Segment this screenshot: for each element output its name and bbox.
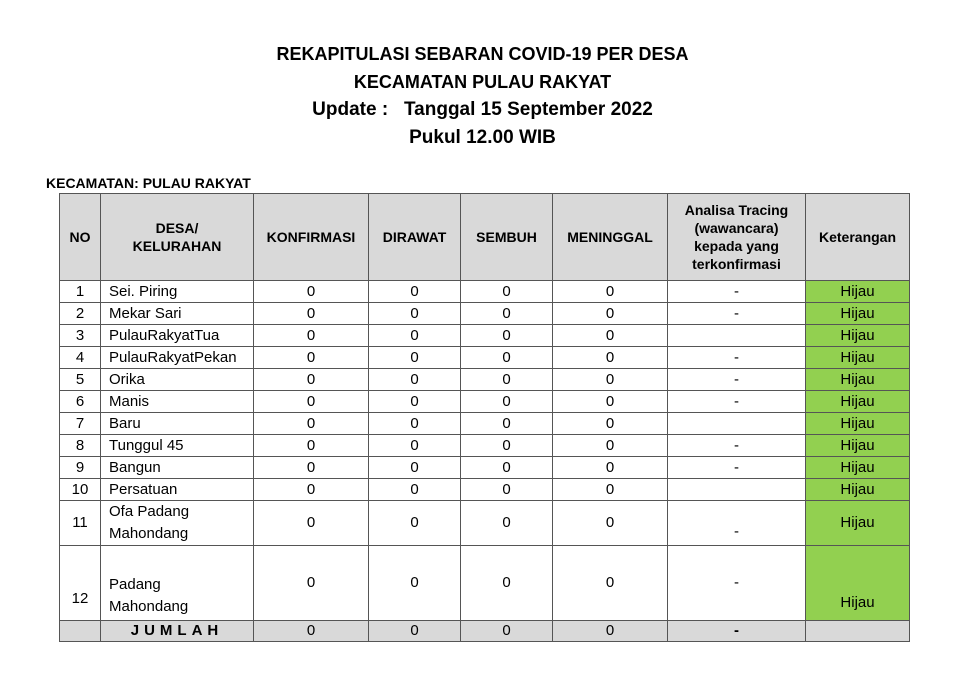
table-header-row: [60, 194, 910, 281]
cell-dirawat: 0: [369, 303, 461, 325]
col-analisa-line2: (wawancara): [694, 220, 779, 236]
cell-desa: PulauRakyatTua: [101, 325, 254, 347]
cell-analisa: -: [668, 435, 806, 457]
cell-keterangan: Hijau: [806, 303, 910, 325]
table-row: [60, 391, 910, 413]
cell-konfirmasi: 0: [254, 501, 369, 546]
cell-dirawat: 0: [369, 413, 461, 435]
total-meninggal: 0: [553, 621, 668, 642]
cell-no: 3: [60, 325, 101, 347]
cell-no: 8: [60, 435, 101, 457]
cell-desa-line2: Mahondang: [109, 598, 189, 615]
cell-sembuh: 0: [461, 391, 553, 413]
cell-konfirmasi: 0: [254, 413, 369, 435]
col-analisa-line3: kepada yang: [694, 238, 779, 254]
cell-konfirmasi: 0: [254, 347, 369, 369]
cell-konfirmasi: 0: [254, 435, 369, 457]
cell-meninggal: 0: [553, 347, 668, 369]
cell-meninggal: 0: [553, 457, 668, 479]
cell-analisa: -: [668, 391, 806, 413]
report-subtitle-kecamatan: KECAMATAN PULAU RAKYAT: [353, 72, 612, 92]
cell-keterangan: Hijau: [806, 413, 910, 435]
cell-konfirmasi: 0: [254, 391, 369, 413]
kecamatan-label: KECAMATAN: PULAU RAKYAT: [46, 175, 251, 191]
cell-no: 9: [60, 457, 101, 479]
cell-desa: Baru: [101, 413, 254, 435]
col-desa-line2: KELURAHAN: [132, 238, 222, 254]
table-row: [60, 281, 910, 303]
table-row: [60, 325, 910, 347]
cell-konfirmasi: 0: [254, 281, 369, 303]
col-meninggal: MENINGGAL: [553, 194, 668, 281]
cell-sembuh: 0: [461, 303, 553, 325]
cell-no: 2: [60, 303, 101, 325]
total-dirawat: 0: [369, 621, 461, 642]
update-date: Update : Tanggal 15 September 2022: [312, 99, 653, 120]
cell-no: 12: [60, 546, 101, 621]
cell-desa: Orika: [101, 369, 254, 391]
table-row: [60, 369, 910, 391]
col-desa-line1: DESA/: [155, 220, 199, 236]
cell-konfirmasi: 0: [254, 303, 369, 325]
cell-analisa: -: [668, 501, 806, 546]
total-row: [60, 621, 910, 642]
cell-sembuh: 0: [461, 347, 553, 369]
cell-keterangan: Hijau: [806, 325, 910, 347]
cell-meninggal: 0: [553, 391, 668, 413]
table-row: [60, 457, 910, 479]
cell-meninggal: 0: [553, 281, 668, 303]
cell-konfirmasi: 0: [254, 457, 369, 479]
total-label-text: JUMLAH: [130, 622, 224, 639]
cell-keterangan: Hijau: [806, 457, 910, 479]
cell-meninggal: 0: [553, 413, 668, 435]
cell-dirawat: 0: [369, 479, 461, 501]
col-konfirmasi: KONFIRMASI: [254, 194, 369, 281]
cell-meninggal: 0: [553, 303, 668, 325]
cell-no: 7: [60, 413, 101, 435]
cell-meninggal: 0: [553, 325, 668, 347]
cell-analisa: [668, 413, 806, 435]
table-row: [60, 501, 910, 546]
total-sembuh: 0: [461, 621, 553, 642]
cell-dirawat: 0: [369, 391, 461, 413]
cell-meninggal: 0: [553, 479, 668, 501]
table-row: [60, 479, 910, 501]
cell-dirawat: 0: [369, 369, 461, 391]
cell-analisa: -: [668, 347, 806, 369]
table-row: [60, 347, 910, 369]
cell-desa: Bangun: [101, 457, 254, 479]
cell-desa: Mekar Sari: [101, 303, 254, 325]
cell-dirawat: 0: [369, 347, 461, 369]
cell-analisa: -: [668, 369, 806, 391]
cell-no: 4: [60, 347, 101, 369]
cell-desa-line2: Mahondang: [109, 525, 189, 542]
update-time: Pukul 12.00 WIB: [409, 127, 556, 148]
cell-konfirmasi: 0: [254, 369, 369, 391]
total-konfirmasi: 0: [254, 621, 369, 642]
total-analisa: -: [668, 621, 806, 642]
cell-keterangan: Hijau: [806, 347, 910, 369]
cell-no: 10: [60, 479, 101, 501]
col-no: NO: [60, 194, 101, 281]
cell-sembuh: 0: [461, 479, 553, 501]
cell-konfirmasi: 0: [254, 479, 369, 501]
col-dirawat: DIRAWAT: [369, 194, 461, 281]
cell-desa: Tunggul 45: [101, 435, 254, 457]
cell-desa: Manis: [101, 391, 254, 413]
covid-recap-table: [59, 193, 910, 642]
cell-keterangan: Hijau: [806, 391, 910, 413]
cell-analisa: [668, 479, 806, 501]
total-label: [101, 621, 254, 642]
col-analisa-tracing: [668, 194, 806, 281]
cell-meninggal: 0: [553, 369, 668, 391]
cell-desa: Persatuan: [101, 479, 254, 501]
table-row: [60, 413, 910, 435]
cell-analisa: -: [668, 281, 806, 303]
cell-keterangan: Hijau: [806, 281, 910, 303]
cell-no: 1: [60, 281, 101, 303]
cell-no: 6: [60, 391, 101, 413]
cell-dirawat: 0: [369, 435, 461, 457]
cell-sembuh: 0: [461, 369, 553, 391]
cell-sembuh: 0: [461, 325, 553, 347]
cell-keterangan: Hijau: [806, 369, 910, 391]
cell-dirawat: 0: [369, 501, 461, 546]
cell-dirawat: 0: [369, 457, 461, 479]
cell-no: 5: [60, 369, 101, 391]
cell-sembuh: 0: [461, 546, 553, 621]
col-analisa-line4: terkonfirmasi: [692, 256, 781, 272]
table-row: [60, 546, 910, 621]
col-sembuh: SEMBUH: [461, 194, 553, 281]
cell-keterangan: Hijau: [806, 546, 910, 621]
total-keterangan: [806, 621, 910, 642]
report-title-block: [0, 40, 965, 152]
cell-keterangan: Hijau: [806, 435, 910, 457]
table-row: [60, 303, 910, 325]
cell-sembuh: 0: [461, 281, 553, 303]
cell-sembuh: 0: [461, 501, 553, 546]
cell-analisa: [668, 325, 806, 347]
cell-desa: Sei. Piring: [101, 281, 254, 303]
cell-meninggal: 0: [553, 435, 668, 457]
col-analisa-line1: Analisa Tracing: [684, 202, 789, 218]
cell-analisa: -: [668, 303, 806, 325]
cell-dirawat: 0: [369, 281, 461, 303]
report-title: REKAPITULASI SEBARAN COVID-19 PER DESA: [276, 44, 689, 64]
cell-sembuh: 0: [461, 413, 553, 435]
col-desa: [101, 194, 254, 281]
cell-no: 11: [60, 501, 101, 546]
cell-meninggal: 0: [553, 546, 668, 621]
cell-konfirmasi: 0: [254, 325, 369, 347]
cell-konfirmasi: 0: [254, 546, 369, 621]
cell-sembuh: 0: [461, 457, 553, 479]
cell-desa-line1: Ofa Padang: [109, 503, 190, 520]
cell-desa: [101, 501, 254, 546]
cell-desa-line1: Padang: [109, 576, 161, 593]
cell-meninggal: 0: [553, 501, 668, 546]
table-row: [60, 435, 910, 457]
col-keterangan: Keterangan: [806, 194, 910, 281]
cell-sembuh: 0: [461, 435, 553, 457]
cell-desa: PulauRakyatPekan: [101, 347, 254, 369]
cell-keterangan: Hijau: [806, 479, 910, 501]
cell-dirawat: 0: [369, 325, 461, 347]
cell-analisa: -: [668, 457, 806, 479]
cell-dirawat: 0: [369, 546, 461, 621]
total-no-cell: [60, 621, 101, 642]
cell-keterangan: Hijau: [806, 501, 910, 546]
cell-analisa: -: [668, 546, 806, 621]
cell-desa: [101, 546, 254, 621]
